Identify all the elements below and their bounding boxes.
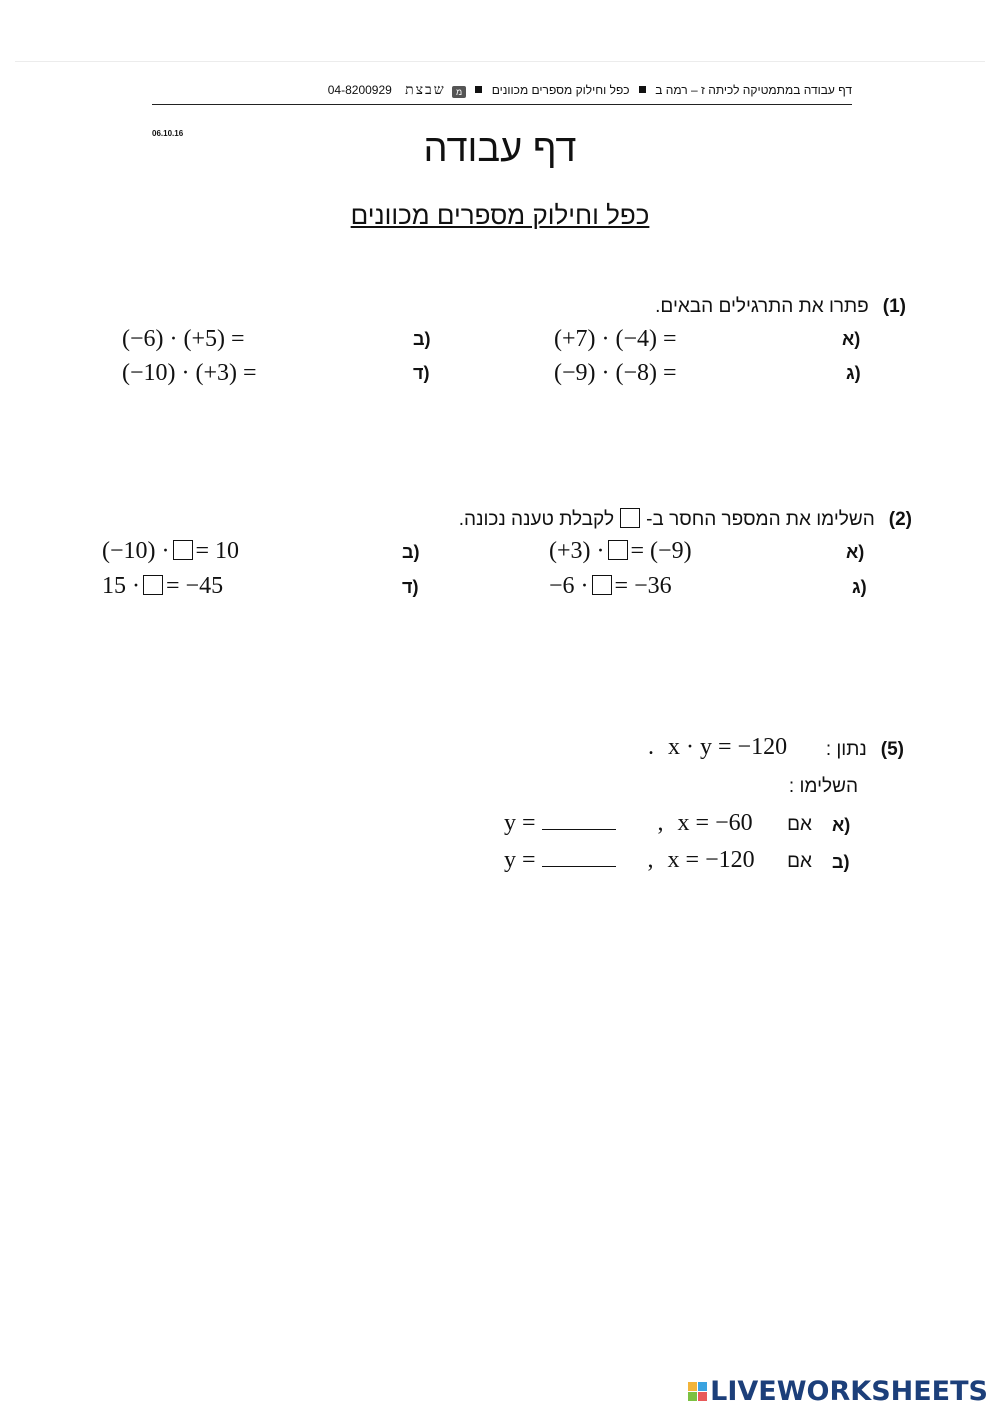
q5-given-expr [648, 734, 787, 761]
q2-instruction-before: השלימו את המספר החסר ב- [646, 509, 875, 530]
q5-heading [826, 739, 904, 761]
header-rule [152, 104, 852, 105]
q2-b-left: (−10) · [102, 538, 170, 564]
top-divider [15, 61, 985, 62]
q2-d-right: = −45 [166, 573, 224, 599]
q2-c-answer-box[interactable] [592, 575, 612, 595]
q1-expr-d: (−10) · (+3) = [122, 360, 257, 386]
q2-instruction-after: לקבלת טענה נכונה. [458, 509, 615, 530]
q2-d-answer-box[interactable] [143, 575, 163, 595]
q5-b-answer-blank[interactable] [542, 848, 616, 867]
header-topic: כפל וחילוק מספרים מכוונים [491, 83, 630, 97]
q5-row-a [504, 810, 753, 837]
q2-c-left: −6 · [549, 573, 589, 599]
q2-label-a: (א [846, 542, 865, 562]
q2-c-right: = −36 [614, 573, 672, 599]
header-phone: 04-8200929 [327, 83, 392, 97]
liveworksheets-logo-icon [688, 1382, 707, 1401]
q1-label-d: (ד [413, 363, 430, 383]
q1-expr-c: (−9) · (−8) = [554, 360, 677, 386]
liveworksheets-logo [688, 1376, 988, 1407]
brand-logo-icon: מ [452, 86, 466, 98]
q5-b-result: y = [504, 847, 536, 873]
q2-a-left: (+3) · [549, 538, 605, 564]
q5-given-end: . [648, 734, 654, 760]
q1-label-b: (ב [413, 329, 431, 349]
q2-label-c: (ג [852, 577, 867, 597]
q2-label-b: (ב [402, 542, 420, 562]
q2-expr-c [549, 573, 672, 600]
q5-row-b [504, 847, 755, 874]
q2-expr-b [102, 538, 239, 565]
q1-expr-a: (+7) · (−4) = [554, 326, 677, 352]
q5-label-a: (א [832, 815, 851, 835]
q2-b-answer-box[interactable] [173, 540, 193, 560]
q5-a-answer-blank[interactable] [542, 811, 616, 830]
q2-a-answer-box[interactable] [608, 540, 628, 560]
page-title: דף עבודה [423, 128, 577, 170]
page-header [152, 82, 852, 102]
q1-heading [655, 296, 906, 318]
q2-expr-a [549, 538, 692, 565]
q5-complete-label: השלימו : [788, 776, 858, 797]
q5-label-b: (ב [832, 852, 850, 872]
q1-number: (1) [882, 296, 906, 317]
q1-instruction: פתרו את התרגילים הבאים. [655, 296, 869, 317]
q2-label-d: (ד [402, 577, 419, 597]
page-subtitle: כפל וחילוק מספרים מכוונים [350, 200, 650, 230]
q5-given-label: נתון : [825, 739, 867, 760]
q5-a-result: y = [504, 810, 536, 836]
q5-number: (5) [880, 739, 904, 760]
q5-a-cond: x = −60 [677, 810, 753, 836]
q5-given-equation: x · y = −120 [668, 734, 788, 760]
q5-b-cond: x = −120 [667, 847, 755, 873]
q2-a-right: = (−9) [630, 538, 692, 564]
q2-expr-d [102, 573, 223, 600]
q2-heading [459, 508, 912, 531]
header-separator [475, 86, 482, 93]
q2-b-right: = 10 [195, 538, 240, 564]
q5-if-b: אם [787, 851, 812, 872]
brand-name: שבצת [405, 82, 446, 98]
blank-box-icon [620, 508, 640, 528]
date: 06.10.16 [152, 129, 184, 138]
q2-d-left: 15 · [102, 573, 140, 599]
q5-a-comma: , [657, 810, 664, 836]
header-title: דף עבודה במתמטיקה לכיתה ז – רמה ב [655, 83, 852, 97]
q1-label-c: (ג [846, 363, 861, 383]
q1-expr-b: (−6) · (+5) = [122, 326, 245, 352]
q2-number: (2) [888, 509, 912, 530]
q1-label-a: (א [842, 329, 861, 349]
liveworksheets-logo-text: LIVEWORKSHEETS [710, 1376, 988, 1407]
q5-b-comma: , [647, 847, 654, 873]
q5-if-a: אם [787, 814, 812, 835]
header-separator [639, 86, 646, 93]
